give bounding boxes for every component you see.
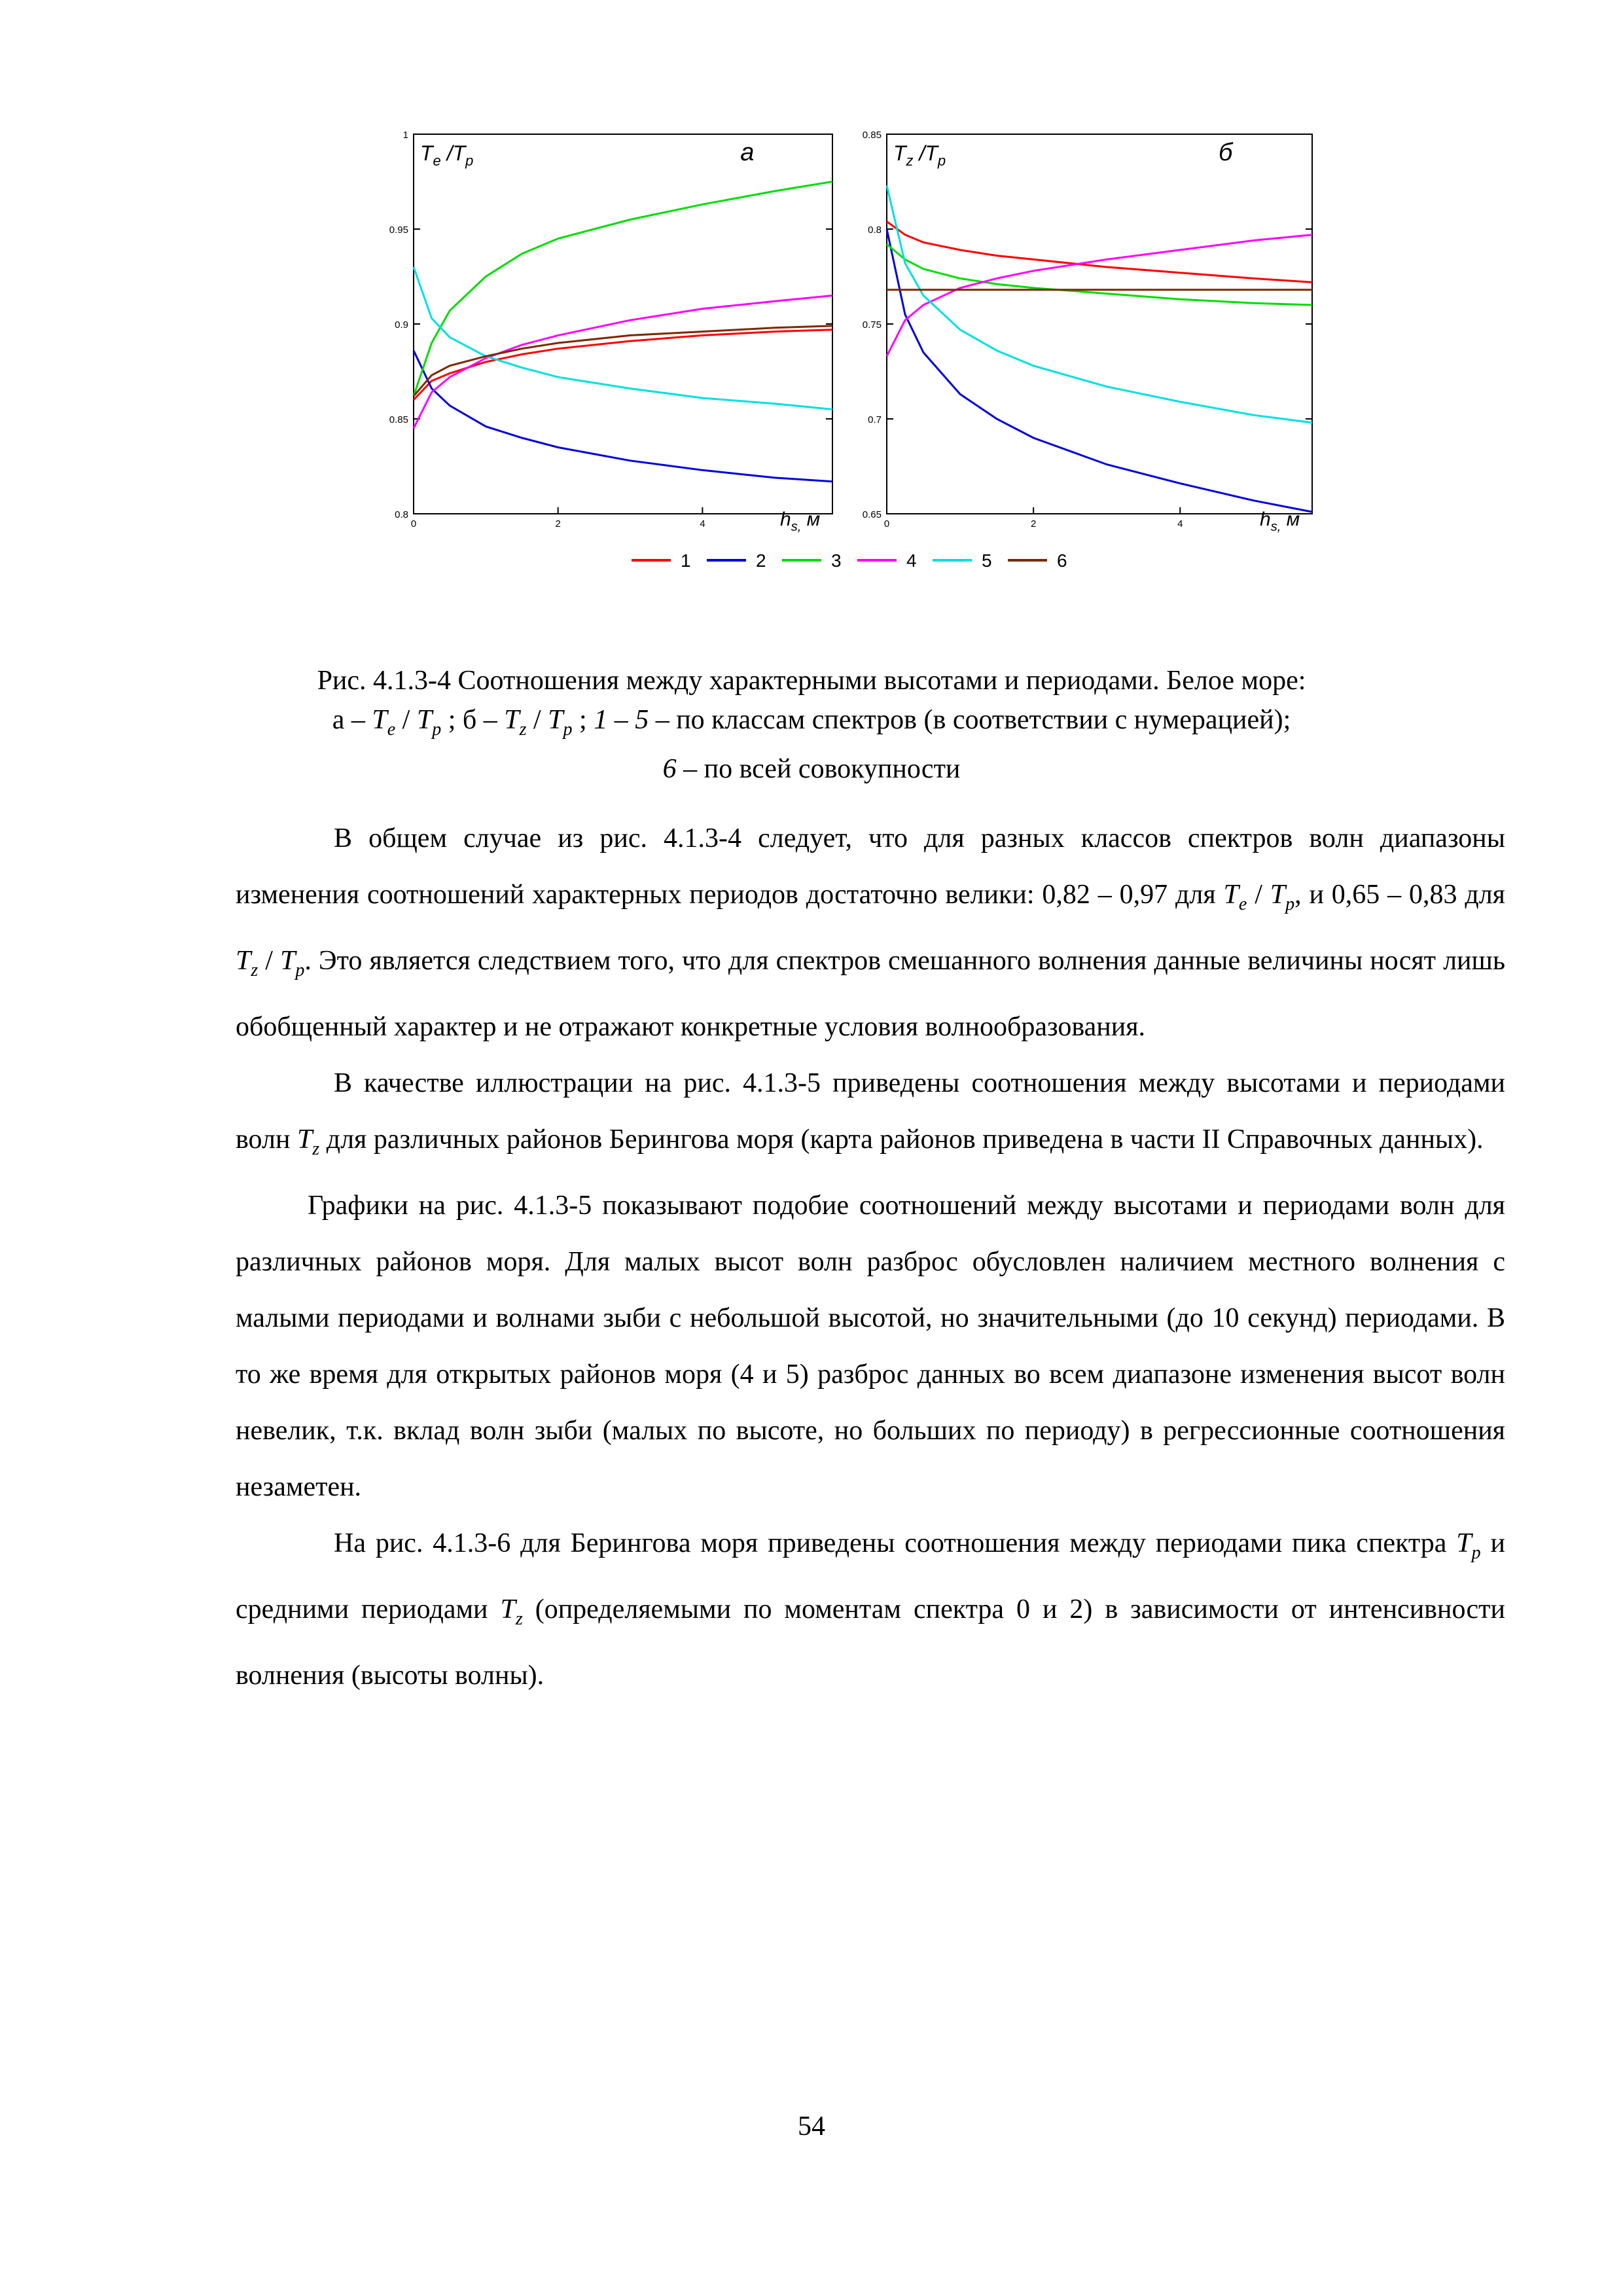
caption-text: – по классам спектров (в соответствии с нумерацией); — [649, 705, 1291, 735]
subscript: p — [1471, 1543, 1481, 1563]
legend-label-6: 6 — [1057, 550, 1067, 571]
subscript: z — [515, 1609, 523, 1629]
caption-symbol: T — [416, 705, 433, 735]
panel-letter: б — [1219, 139, 1233, 166]
caption-text: ; — [572, 705, 594, 735]
legend-label-5: 5 — [982, 550, 992, 571]
caption-symbol: T — [504, 705, 520, 735]
chart-panel-a — [389, 130, 832, 534]
subscript: z — [251, 960, 259, 980]
caption-subscript: e — [387, 719, 396, 740]
symbol: T — [1456, 1528, 1472, 1558]
legend-label-4: 4 — [906, 550, 917, 571]
x-tick-label: 0 — [883, 518, 890, 529]
body-text — [236, 810, 1505, 1704]
caption-subscript: p — [563, 719, 573, 740]
legend-label-2: 2 — [756, 550, 766, 571]
x-tick-label: 2 — [1030, 518, 1037, 529]
paragraph-text: (определяемыми по моментам спектра 0 и 2) в зависимости от интенсивности волнения (высоты волны). — [236, 1594, 1505, 1691]
caption-text: а – — [332, 705, 372, 735]
caption-symbol: T — [372, 705, 387, 735]
paragraph-text: , и 0,65 – 0,83 для — [1294, 880, 1506, 910]
symbol: T — [236, 946, 251, 976]
symbol: T — [1223, 880, 1239, 910]
y-tick-label: 0.85 — [862, 130, 882, 141]
figure — [0, 0, 1623, 589]
x-tick-label: 2 — [555, 518, 561, 529]
paragraph-text: / — [1247, 880, 1270, 910]
y-axis-label: $T_z$ $/T_p$ — [893, 141, 946, 169]
subscript: z — [312, 1139, 320, 1159]
x-axis-label: $h_{s,}$ м — [1260, 509, 1300, 534]
page-number: 54 — [798, 2111, 825, 2142]
panel-letter: a — [740, 139, 755, 166]
y-tick-label: 0.95 — [389, 224, 408, 236]
y-tick-label: 0.65 — [862, 509, 882, 520]
paragraph-text: . Это является следствием того, что для спектров смешанного волнения данные величины носят лишь обобщенный характер и не отражают конкретные условия волнообразования. — [236, 946, 1505, 1042]
caption-range: 1 – 5 — [594, 705, 649, 735]
caption-symbol: T — [548, 705, 563, 735]
symbol: T — [500, 1594, 516, 1624]
y-tick-label: 0.75 — [862, 319, 882, 331]
y-tick-label: 0.8 — [395, 509, 408, 520]
y-tick-label: 0.7 — [868, 414, 882, 425]
symbol: T — [296, 1124, 313, 1155]
y-tick-label: 1 — [402, 130, 408, 141]
figure-caption — [196, 661, 1427, 789]
paragraph-text: В качестве иллюстрации на рис. 4.1.3-5 приведены соотношения между высотами и периодами волн — [236, 1068, 1505, 1155]
subscript: p — [295, 960, 305, 980]
subscript: e — [1238, 894, 1247, 914]
paragraph-text: и средними периодами — [236, 1528, 1505, 1624]
caption-text: / — [395, 705, 417, 735]
symbol: T — [1270, 880, 1286, 910]
caption-line-3 — [196, 749, 1427, 789]
paragraph-3: Графики на рис. 4.1.3-5 показывают подобие соотношений между высотами и периодами волн для различных районов моря. Для малых высот волн разброс обусловлен наличием местного волнения с малыми периодами и волнами зыби с небольшой высотой, но значительными (до 10 секунд) периодами. В то же время для открытых районов моря (4 и 5) разброс данных во всем диапазоне изменения высот волн невелик, т.к. вклад волн зыби (малых по высоте, но больших по периоду) в регрессионные соотношения незаметен. — [236, 1191, 1505, 1502]
y-tick-label: 0.85 — [389, 414, 408, 425]
plot-frame — [887, 134, 1312, 514]
caption-text: – по всей совокупности — [676, 754, 961, 784]
paragraph-text: В общем случае из рис. 4.1.3-4 следует, что для разных классов спектров волн диапазоны изменения соотношений характерных периодов достаточно велики: 0,82 – 0,97 для — [236, 823, 1505, 910]
paragraph-4 — [236, 1515, 1505, 1704]
x-axis-label: $h_{s,}$ м — [780, 509, 821, 534]
x-tick-label: 4 — [1177, 518, 1183, 529]
paragraph-text: для различных районов Берингова моря (карта районов приведена в части II Справочных данных). — [319, 1124, 1484, 1155]
paragraph-text: / — [258, 946, 281, 976]
legend-label-3: 3 — [831, 550, 842, 571]
caption-number: 6 — [662, 754, 677, 784]
y-tick-label: 0.9 — [395, 319, 408, 331]
x-tick-label: 4 — [700, 518, 705, 529]
chart-panel-b — [863, 130, 1312, 534]
caption-line-2 — [196, 700, 1427, 749]
caption-text: ; б – — [441, 705, 505, 735]
y-axis-label: $T_e$ $/T_p$ — [420, 141, 474, 169]
paragraph-1 — [236, 810, 1505, 1055]
paragraph-text: На рис. 4.1.3-6 для Берингова моря приведены соотношения между периодами пика спектра — [334, 1528, 1457, 1558]
subscript: p — [1285, 894, 1295, 914]
paragraph-2 — [236, 1055, 1505, 1177]
caption-line-1: Рис. 4.1.3-4 Соотношения между характерными высотами и периодами. Белое море: — [317, 666, 1306, 696]
caption-subscript: p — [432, 719, 442, 740]
symbol: T — [280, 946, 296, 976]
legend-label-1: 1 — [681, 550, 691, 571]
y-tick-label: 0.8 — [868, 224, 882, 236]
caption-subscript: z — [519, 719, 527, 740]
caption-text: / — [526, 705, 548, 735]
x-tick-label: 0 — [410, 518, 417, 529]
chart-legend — [632, 550, 1067, 571]
